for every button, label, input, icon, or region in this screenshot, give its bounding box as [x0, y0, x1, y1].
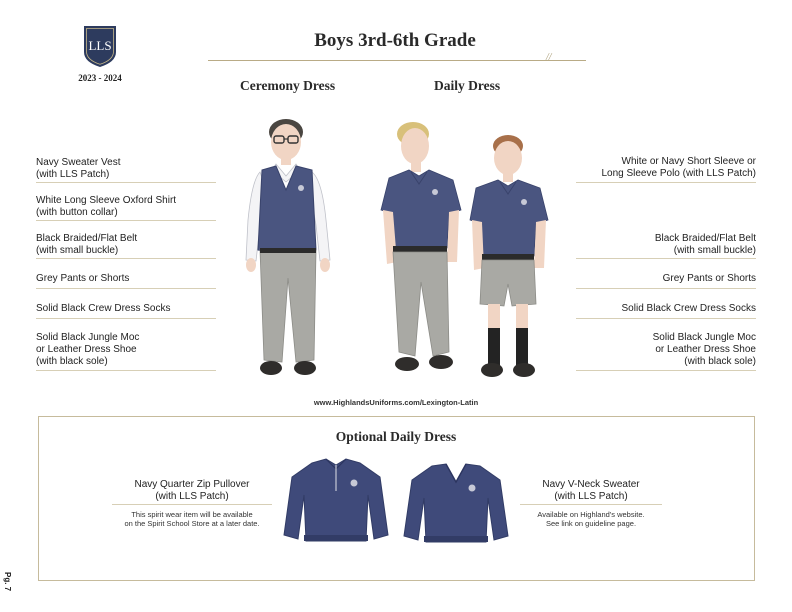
daily-dress-shorts-illustration: [466, 128, 551, 390]
section-heading-ceremony: Ceremony Dress: [240, 78, 336, 93]
ceremony-item-shoes: Solid Black Jungle Moc or Leather Dress Shoe (with black sole): [36, 332, 140, 367]
item-underline: [576, 288, 756, 289]
ceremony-item-sweater-vest: Navy Sweater Vest (with LLS Patch): [36, 157, 121, 180]
pullover-note: This spirit wear item will be available on the Spirit School Store at a later date.: [124, 510, 260, 528]
ceremony-item-pants: Grey Pants or Shorts: [36, 273, 130, 284]
item-underline: [36, 182, 216, 183]
school-crest-logo: [82, 24, 118, 68]
logo-lettering: LLS: [88, 38, 112, 53]
sweater-name: Navy V-Neck Sweater (with LLS Patch): [542, 479, 640, 502]
daily-item-shoes: Solid Black Jungle Moc or Leather Dress Shoe (with black sole): [652, 332, 756, 367]
sweater-note: Available on Highland's website. See link on guideline page.: [537, 510, 645, 528]
section-heading-daily: Daily Dress: [434, 78, 501, 93]
school-year: 2023 - 2024: [78, 73, 122, 83]
item-underline: [36, 220, 216, 221]
ceremony-item-belt: Black Braided/Flat Belt (with small buckle): [36, 233, 138, 256]
daily-item-socks: Solid Black Crew Dress Socks: [621, 303, 756, 314]
uniform-website-link[interactable]: www.HighlandsUniforms.com/Lexington-Latin: [313, 398, 479, 407]
optional-section-title: Optional Daily Dress: [335, 429, 457, 444]
ceremony-item-socks: Solid Black Crew Dress Socks: [36, 303, 171, 314]
item-underline: [576, 182, 756, 183]
title-divider: [208, 60, 586, 61]
title-divider-mark: //: [546, 52, 552, 63]
page-number: Pg. 7: [3, 572, 12, 592]
item-underline: [576, 370, 756, 371]
item-underline: [112, 504, 272, 505]
item-underline: [520, 504, 662, 505]
item-underline: [36, 258, 216, 259]
item-underline: [36, 288, 216, 289]
page-title: Boys 3rd-6th Grade: [314, 30, 476, 51]
daily-item-pants: Grey Pants or Shorts: [662, 273, 756, 284]
quarter-zip-pullover-illustration: [282, 455, 390, 547]
pullover-name: Navy Quarter Zip Pullover (with LLS Patch): [134, 479, 250, 502]
ceremony-dress-illustration: [238, 110, 338, 390]
v-neck-sweater-illustration: [402, 460, 510, 548]
item-underline: [36, 318, 216, 319]
daily-dress-pants-illustration: [375, 112, 470, 392]
item-underline: [36, 370, 216, 371]
item-underline: [576, 318, 756, 319]
daily-item-belt: Black Braided/Flat Belt (with small buckle): [654, 233, 756, 256]
daily-item-polo: White or Navy Short Sleeve or Long Sleeve Polo (with LLS Patch): [601, 156, 756, 179]
item-underline: [576, 258, 756, 259]
ceremony-item-oxford-shirt: White Long Sleeve Oxford Shirt (with button collar): [36, 195, 177, 218]
